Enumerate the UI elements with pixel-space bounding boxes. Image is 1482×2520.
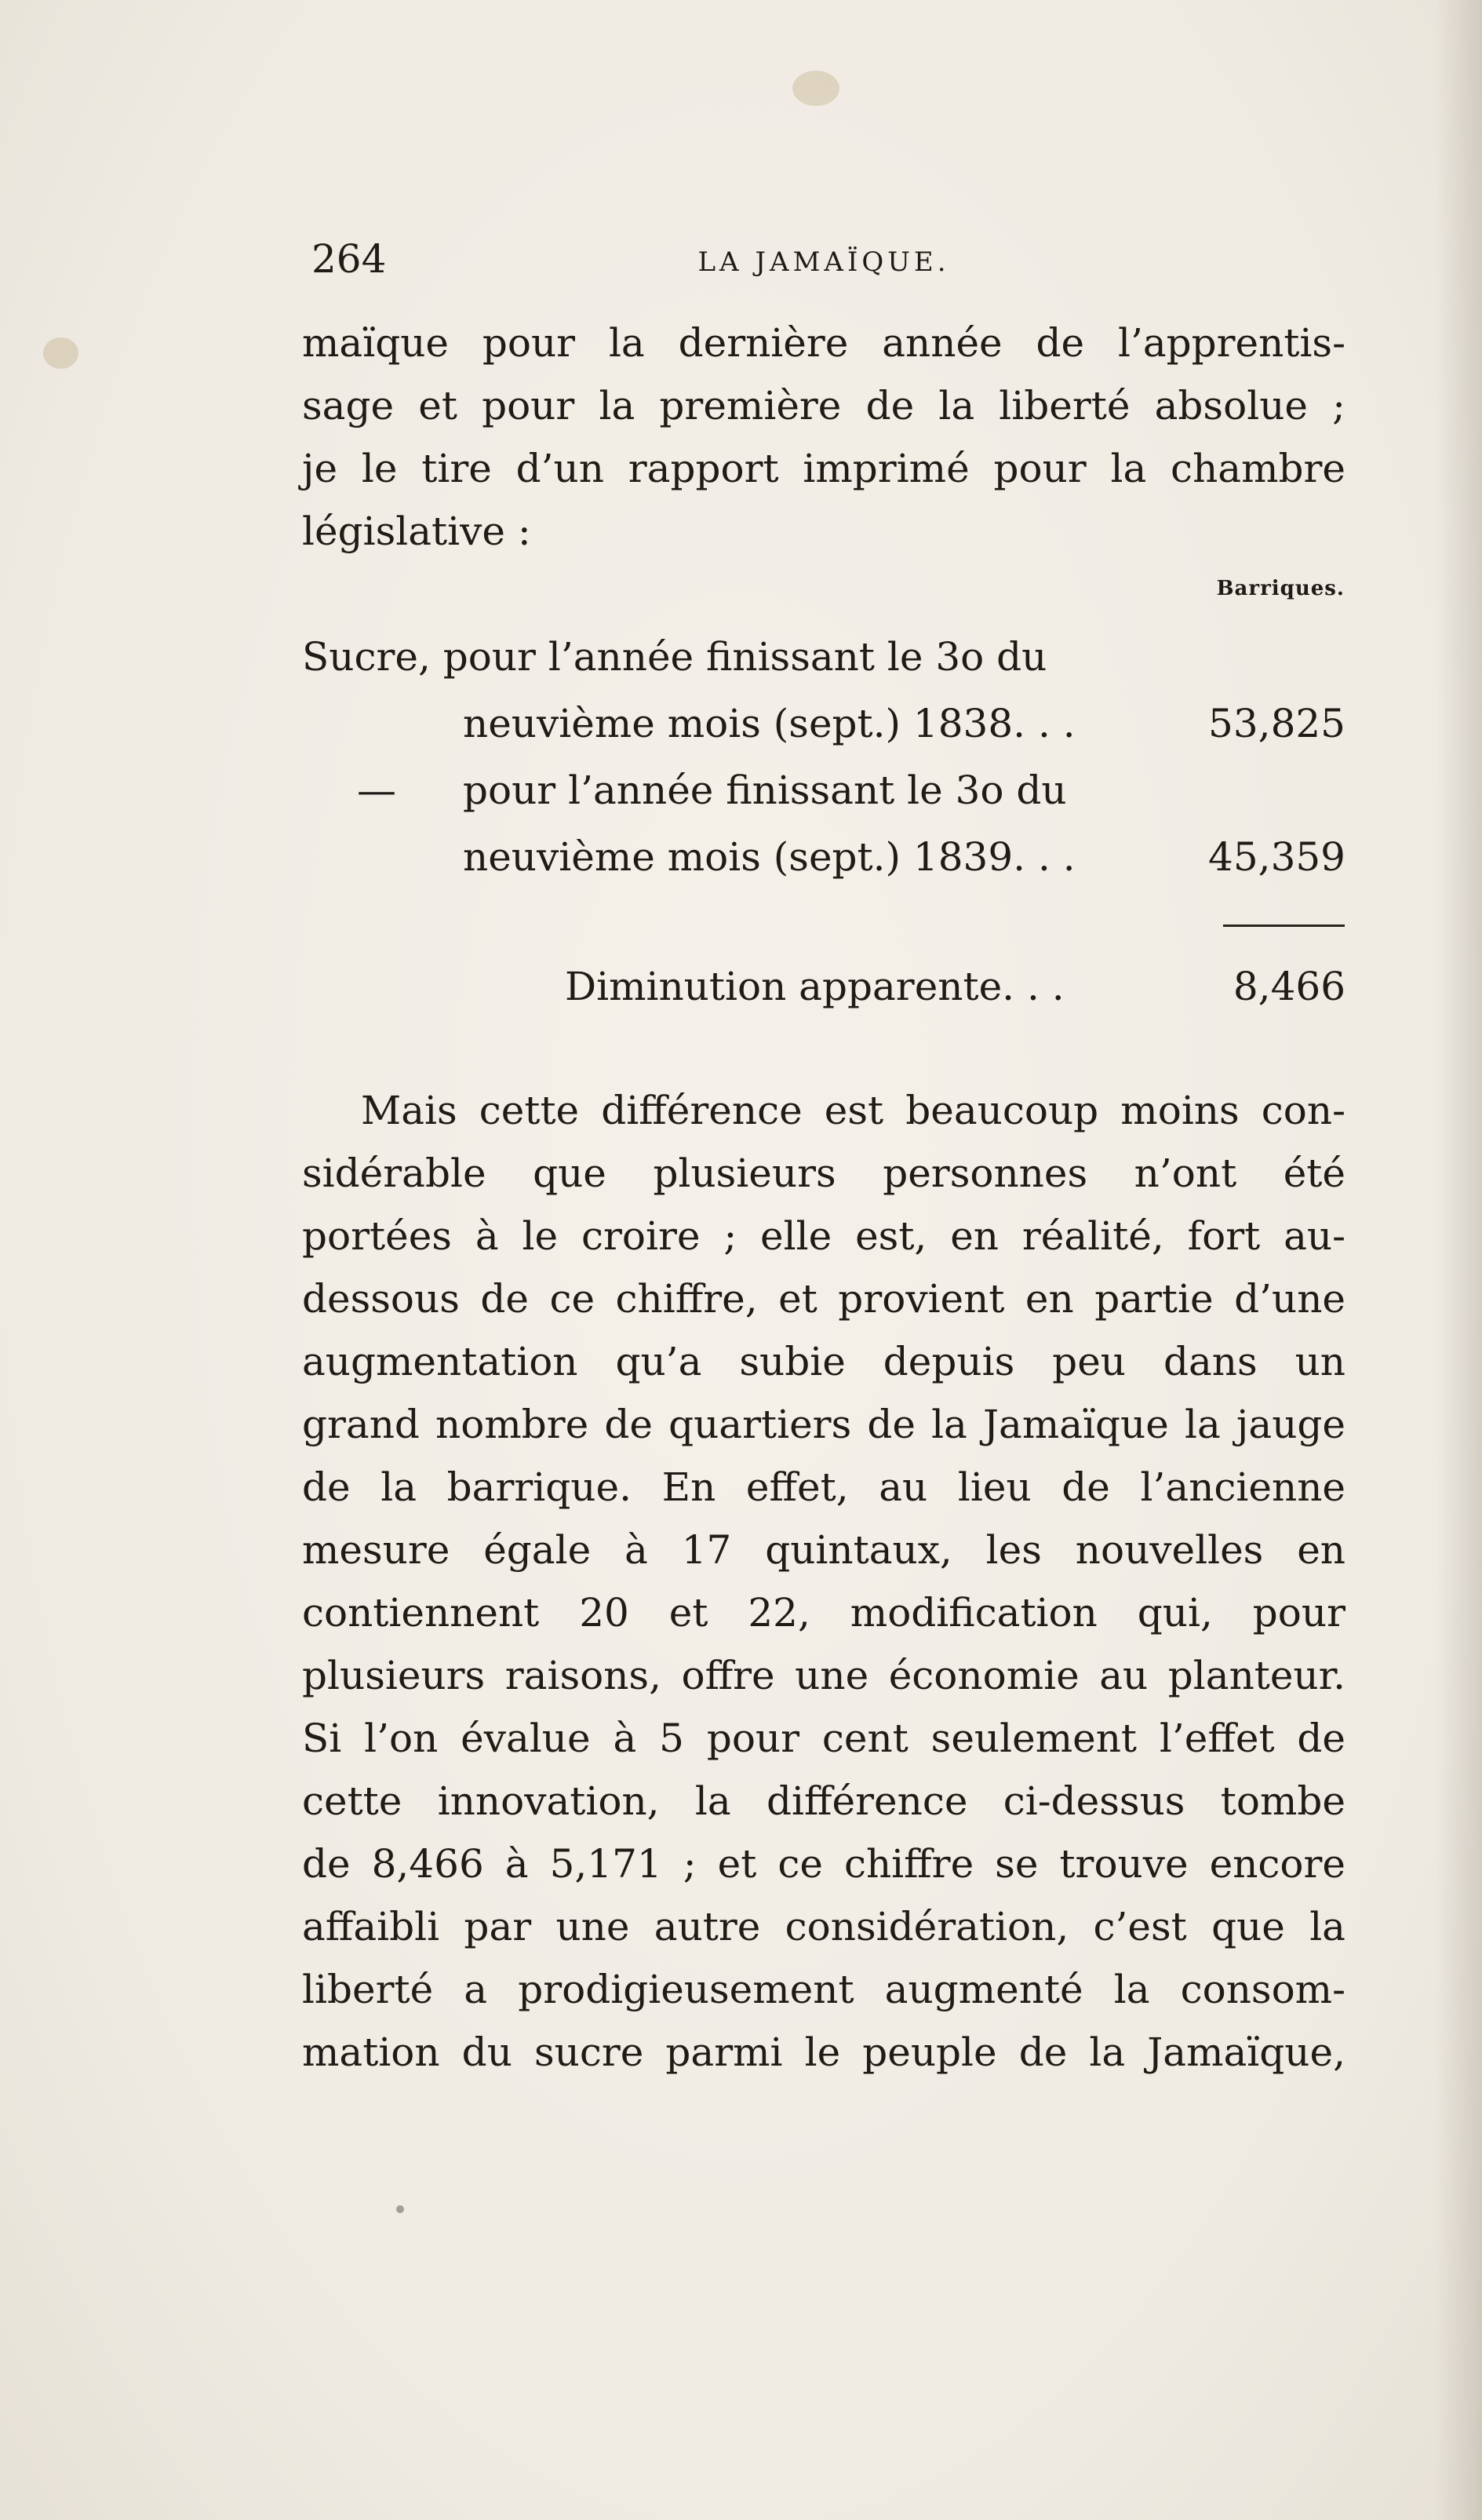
text-line: Si l’on évalue à 5 pour cent seulement l’effet de (302, 1716, 1345, 1761)
text-line: mesure égale à 17 quintaux, les nouvelles en (302, 1527, 1345, 1573)
text-line: affaibli par une autre considération, c’est que la (302, 1904, 1345, 1949)
text-line: Mais cette différence est beaucoup moins con- (361, 1088, 1345, 1133)
page-number: 264 (311, 236, 387, 282)
sum-rule (1223, 924, 1345, 927)
text-line: dessous de ce chiffre, et provient en partie d’une (302, 1276, 1345, 1322)
ditto-dash: — (357, 768, 396, 813)
table-row (302, 691, 1345, 757)
paper-stain (792, 71, 839, 106)
row-value: 53,825 (1208, 701, 1345, 746)
text-line: de la barrique. En effet, au lieu de l’ancienne (302, 1464, 1345, 1510)
text-line: mation du sucre parmi le peuple de la Jamaïque, (302, 2029, 1345, 2075)
row-value: 45,359 (1208, 834, 1345, 880)
paper-stain (396, 2205, 404, 2213)
body-paragraph (302, 1079, 1345, 2084)
text-line: de 8,466 à 5,171 ; et ce chiffre se trouve encore (302, 1841, 1345, 1887)
row-continuation: neuvième mois (sept.) 1839. . . (463, 834, 1076, 880)
table-row (302, 757, 1345, 824)
intro-paragraph (302, 312, 1345, 563)
text-line: je le tire d’un rapport imprimé pour la chambre (302, 446, 1345, 491)
row-continuation: neuvième mois (sept.) 1838. . . (463, 701, 1076, 746)
table-row (302, 824, 1345, 891)
table-row (302, 624, 1345, 691)
text-line: augmentation qu’a subie depuis peu dans un (302, 1339, 1345, 1384)
running-title: LA JAMAÏQUE. (697, 246, 950, 278)
text-line: liberté a prodigieusement augmenté la consom- (302, 1967, 1345, 2012)
page-header (302, 235, 1345, 283)
text-line: grand nombre de quartiers de la Jamaïque la jauge (302, 1402, 1345, 1447)
text-line: contiennent 20 et 22, modification qui, pour (302, 1590, 1345, 1636)
sugar-table (302, 624, 1345, 891)
page-edge-shadow (1435, 0, 1482, 2520)
text-line: cette innovation, la différence ci-dessus tombe (302, 1778, 1345, 1824)
total-label: Diminution apparente. . . (565, 964, 1065, 1009)
text-line: législative : (302, 509, 531, 554)
text-line: sage et pour la première de la liberté absolue ; (302, 383, 1345, 429)
row-label: pour l’année finissant le 3o du (463, 768, 1067, 813)
total-value: 8,466 (1233, 964, 1345, 1009)
text-line: maïque pour la dernière année de l’apprentis- (302, 320, 1345, 366)
text-line: portées à le croire ; elle est, en réalité, fort au- (302, 1213, 1345, 1259)
text-line: plusieurs raisons, offre une économie au planteur. (302, 1653, 1345, 1698)
row-label: Sucre, pour l’année finissant le 3o du (302, 634, 1047, 680)
text-line: sidérable que plusieurs personnes n’ont été (302, 1151, 1345, 1196)
paper-stain (43, 337, 78, 369)
total-row (302, 954, 1345, 1020)
column-header: Barriques. (1216, 577, 1345, 600)
